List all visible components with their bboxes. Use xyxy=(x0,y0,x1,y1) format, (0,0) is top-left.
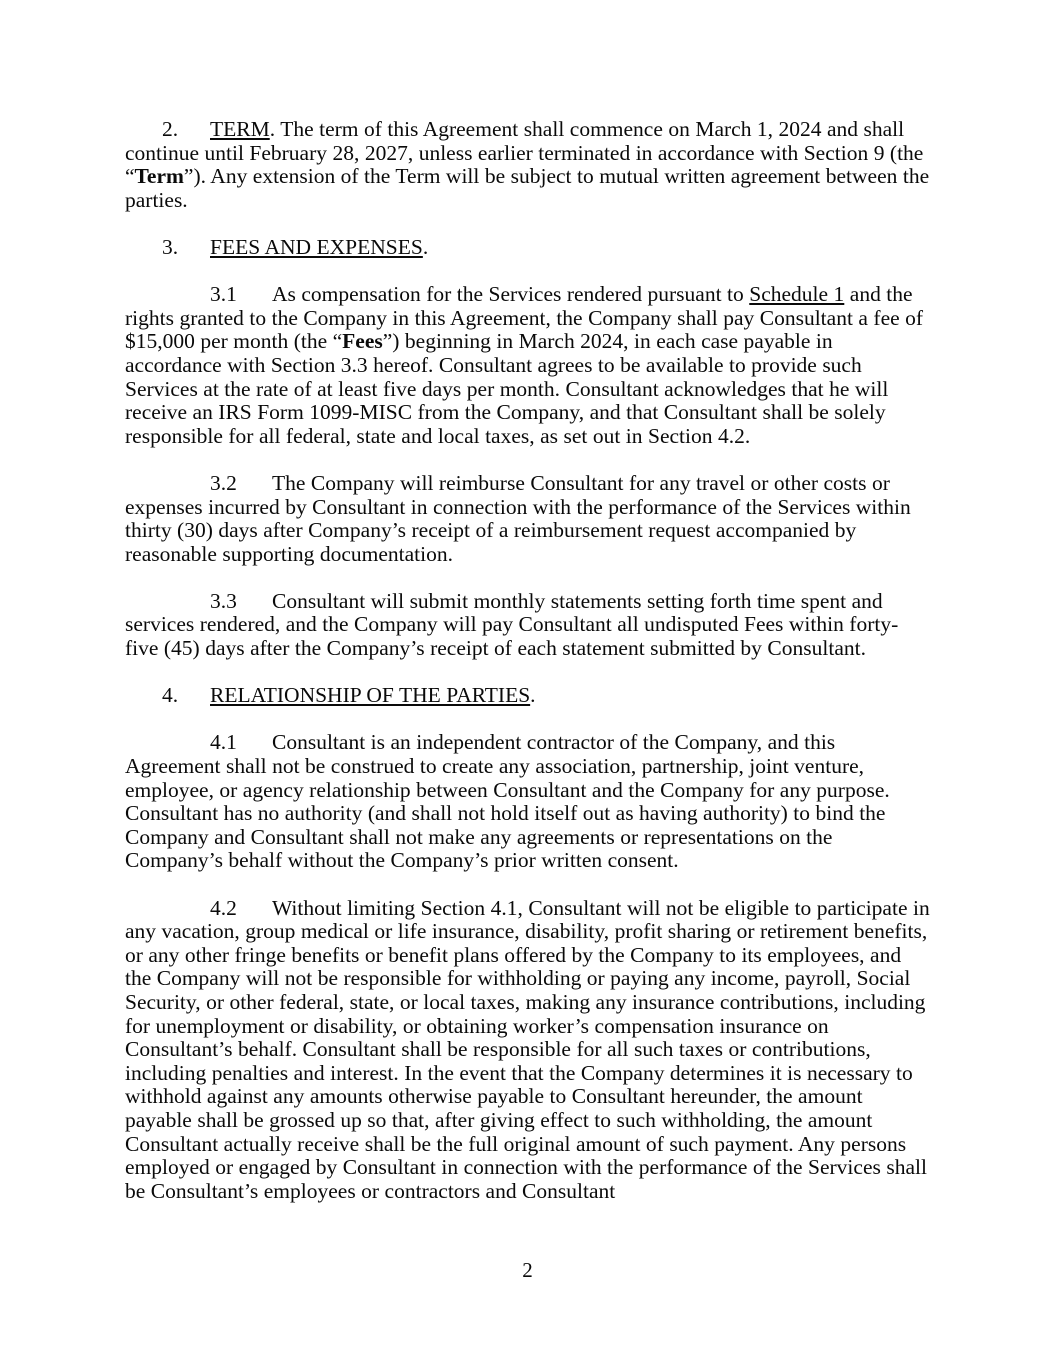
section-4-1-number: 4.1 xyxy=(210,730,237,755)
section-3-3-text: Consultant will submit monthly statements setting forth time spent and services rendered, and the Company will pay Consultant all undisputed Fees within forty-five (45) days after the Company’s receipt of each statement submitted by Consultant. xyxy=(125,588,899,661)
paragraph-spacer xyxy=(125,212,931,236)
paragraph-spacer xyxy=(125,448,931,472)
section-3-2-text: The Company will reimburse Consultant for any travel or other costs or expenses incurred by Consultant in connection with the performance of the Services within thirty (30) days after Company’s receipt of a reimbursement request accompanied by reasonable supporting documentation. xyxy=(125,470,911,566)
section-3-1-bold-fees: Fees xyxy=(342,329,383,354)
section-3-2-number: 3.2 xyxy=(210,470,237,495)
section-3-heading-paragraph xyxy=(125,236,931,260)
schedule-1-reference: Schedule 1 xyxy=(749,282,845,307)
section-3-3-number: 3.3 xyxy=(210,588,237,613)
section-3-2-paragraph xyxy=(125,472,931,566)
section-3-1-text-2: and the rights granted to the Company in this Agreement, the Company shall pay Consultant a fee of $15,000 per month (the “ xyxy=(125,282,924,354)
paragraph-spacer xyxy=(125,566,931,590)
paragraph-spacer xyxy=(125,661,931,685)
paragraph-spacer xyxy=(125,873,931,897)
paragraph-spacer xyxy=(125,260,931,284)
section-4-heading-paragraph xyxy=(125,684,931,708)
section-2-heading: TERM xyxy=(210,117,270,141)
section-4-heading-tail: . xyxy=(530,683,536,708)
section-3-number: 3. xyxy=(162,234,179,259)
section-4-2-text: Without limiting Section 4.1, Consultant will not be eligible to participate in any vacation, group medical or life insurance, disability, profit sharing or retirement benefits, or any other fringe benefits or benefit plans offered by the Company to its employees, and the Company will not be responsible for withholding or paying any income, payroll, Social Security, or other federal, state, or local taxes, making any insurance contributions, including for unemployment or disability, or obtaining worker’s compensation insurance on Consultant’s behalf. Consultant shall be responsible for all such taxes or contributions, including penalties and interest. In the event that the Company determines it is necessary to withhold against any amounts otherwise payable to Consultant hereunder, the amount payable shall be grossed up so that, after giving effect to such withholding, the amount Consultant actually receive shall be the full original amount of such payment. Any persons employed or engaged by Consultant in connection with the performance of the Services shall be Consultant’s employees or contractors and Consultant xyxy=(125,895,930,1203)
section-3-1-paragraph xyxy=(125,283,931,448)
document-body xyxy=(125,118,931,1203)
section-3-1-text-1: As compensation for the Services rendered pursuant to xyxy=(272,282,750,307)
section-4-2-number: 4.2 xyxy=(210,895,237,920)
section-3-3-paragraph xyxy=(125,590,931,661)
paragraph-spacer xyxy=(125,708,931,732)
section-4-heading: RELATIONSHIP OF THE PARTIES xyxy=(210,683,531,708)
section-3-1-text-3: ”) beginning in March 2024, in each case payable in accordance with Section 3.3 hereof. Consultant agrees to be available to provide such Services at the rate of at least five days per month. Consultant acknowledges that he will receive an IRS Form 1099-MISC from the Company, and that Consultant shall be solely responsible for all federal, state and local taxes, as set out in Section 4.2. xyxy=(125,329,889,448)
section-4-number: 4. xyxy=(162,683,179,708)
section-4-2-paragraph xyxy=(125,897,931,1204)
section-2-body-tail: ”). Any extension of the Term will be subject to mutual written agreement between the parties. xyxy=(125,164,930,212)
section-3-1-number: 3.1 xyxy=(210,282,237,307)
section-4-1-text: Consultant is an independent contractor of the Company, and this Agreement shall not be construed to create any association, partnership, joint venture, employee, or agency relationship between Consultant and the Company for any purpose. Consultant has no authority (and shall not hold itself out as having authority) to bind the Company and Consultant shall not make any agreements or representations on the Company’s behalf without the Company’s prior written consent. xyxy=(125,730,890,873)
section-4-1-paragraph xyxy=(125,731,931,873)
section-2-bold-term: Term xyxy=(134,164,184,189)
section-3-heading-tail: . xyxy=(422,234,429,259)
section-2-number: 2. xyxy=(162,117,179,141)
page-number: 2 xyxy=(522,1258,533,1282)
section-2-body-lead: . The term of this Agreement shall commence on March 1, 2024 and shall continue until February 28, 2027, unless earlier terminated in accordance with Section 9 (the “ xyxy=(125,117,924,189)
section-2-paragraph xyxy=(125,118,931,212)
section-3-heading: FEES AND EXPENSES xyxy=(210,234,423,259)
